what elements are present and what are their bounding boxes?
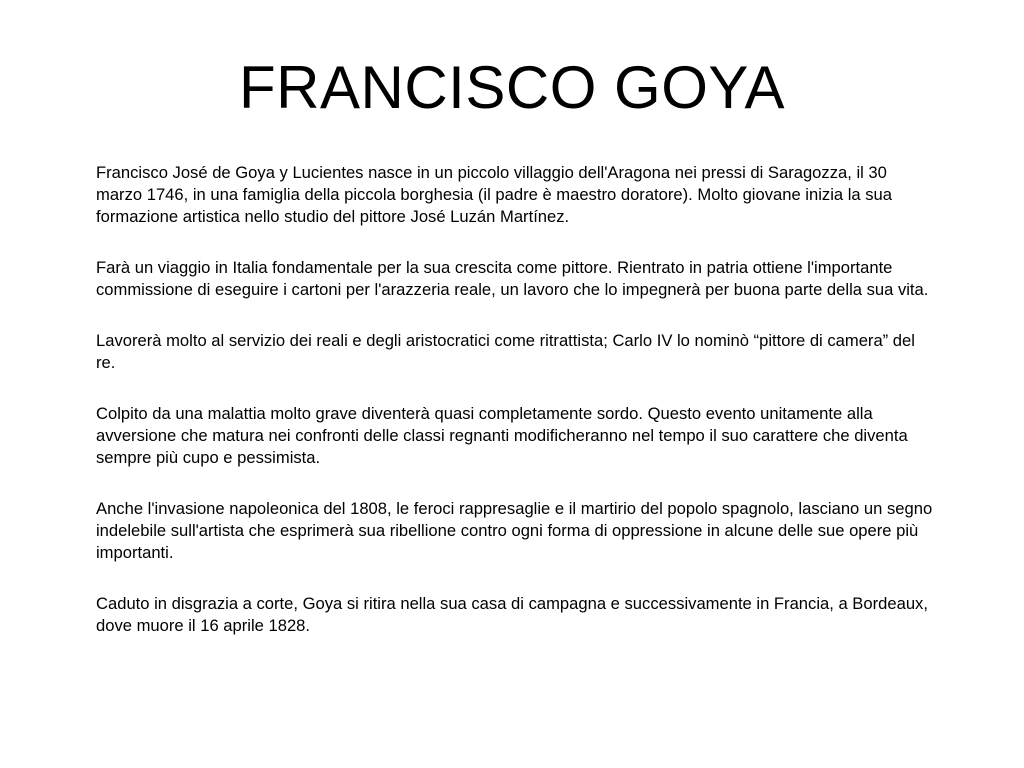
paragraph-birth: Francisco José de Goya y Lucientes nasce in un piccolo villaggio dell'Aragona nei pressi di Saragozza, il 30 marzo 1746, in una famiglia della piccola borghesia (il padre è maestro doratore). Molto giovane inizia la sua formazione artistica nello studio del pittore José Luzán Martínez. xyxy=(96,163,893,226)
slide-title: FRANCISCO GOYA xyxy=(239,54,785,121)
paragraph-court-portraitist: Lavorerà molto al servizio dei reali e degli aristocratici come ritrattista; Carlo IV lo nominò “pittore di camera” del re. xyxy=(96,331,915,372)
slide-body xyxy=(96,162,936,666)
paragraph-napoleonic-invasion: Anche l'invasione napoleonica del 1808, le feroci rappresaglie e il martirio del popolo spagnolo, lasciano un segno indelebile sull'artista che esprimerà sua ribellione contro ogni forma di oppressione in alcune delle sue opere più importanti. xyxy=(96,499,933,562)
paragraph-illness: Colpito da una malattia molto grave diventerà quasi completamente sordo. Questo evento unitamente alla avversione che matura nei confronti delle classi regnanti modificheranno nel tempo il suo carattere che diventa sempre più cupo e pessimista. xyxy=(96,404,908,467)
paragraph-italy-journey: Farà un viaggio in Italia fondamentale per la sua crescita come pittore. Rientrato in patria ottiene l'importante commissione di eseguire i cartoni per l'arazzeria reale, un lavoro che lo impegnerà per buona parte della sua vita. xyxy=(96,258,929,299)
paragraph-exile-death: Caduto in disgrazia a corte, Goya si ritira nella sua casa di campagna e successivamente in Francia, a Bordeaux, dove muore il 16 aprile 1828. xyxy=(96,594,928,635)
